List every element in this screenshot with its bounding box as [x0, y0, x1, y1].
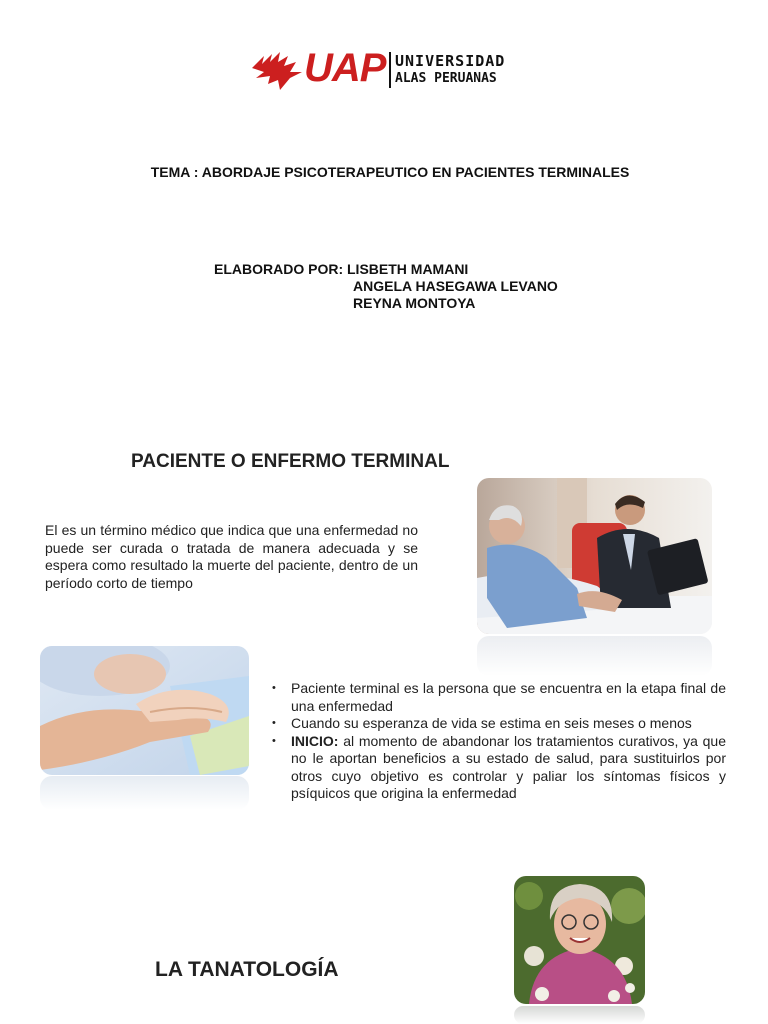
tema-title: TEMA : ABORDAJE PSICOTERAPEUTICO EN PACIENTES TERMINALES	[150, 164, 630, 180]
holding-hands-photo	[40, 646, 249, 775]
bullet-item: • Paciente terminal es la persona que se encuentra en la etapa final de una enfermedad	[270, 680, 726, 715]
logo-alas-peruanas: ALAS PERUANAS	[395, 71, 497, 86]
bullet-item: • INICIO: al momento de abandonar los tratamientos curativos, ya que no le aportan beneficios a su estado de salud, para sustituirlos por otros cuyo objetivo es controlar y paliar los síntomas físicos y psíquicos que origina la enfermedad	[270, 733, 726, 803]
logo-universidad: UNIVERSIDAD	[395, 52, 506, 70]
bullet-item: • Cuando su esperanza de vida se estima en seis meses o menos	[270, 715, 726, 733]
portrait-photo-reflection	[514, 1006, 645, 1024]
section-heading-paciente: PACIENTE O ENFERMO TERMINAL	[131, 451, 450, 472]
patient-doctor-photo-reflection	[477, 636, 712, 676]
logo-divider	[389, 52, 391, 88]
portrait-photo	[514, 876, 645, 1004]
uap-logo-emblem	[250, 48, 306, 92]
terminal-patient-bullets	[270, 680, 726, 803]
section-heading-tanatologia: LA TANATOLOGÍA	[155, 958, 339, 981]
logo-uap-text: UAP	[304, 46, 386, 90]
holding-hands-photo-reflection	[40, 776, 249, 810]
author-name: ANGELA HASEGAWA LEVANO	[353, 278, 558, 294]
elaborado-por: ELABORADO POR: LISBETH MAMANI	[214, 261, 469, 277]
patient-doctor-photo	[477, 478, 712, 634]
author-name: REYNA MONTOYA	[353, 295, 476, 311]
definition-paragraph: El es un término médico que indica que una enfermedad no puede ser curada o tratada de manera adecuada y se espera como resultado la muerte del paciente, dentro de un período corto de tiempo	[45, 522, 418, 591]
